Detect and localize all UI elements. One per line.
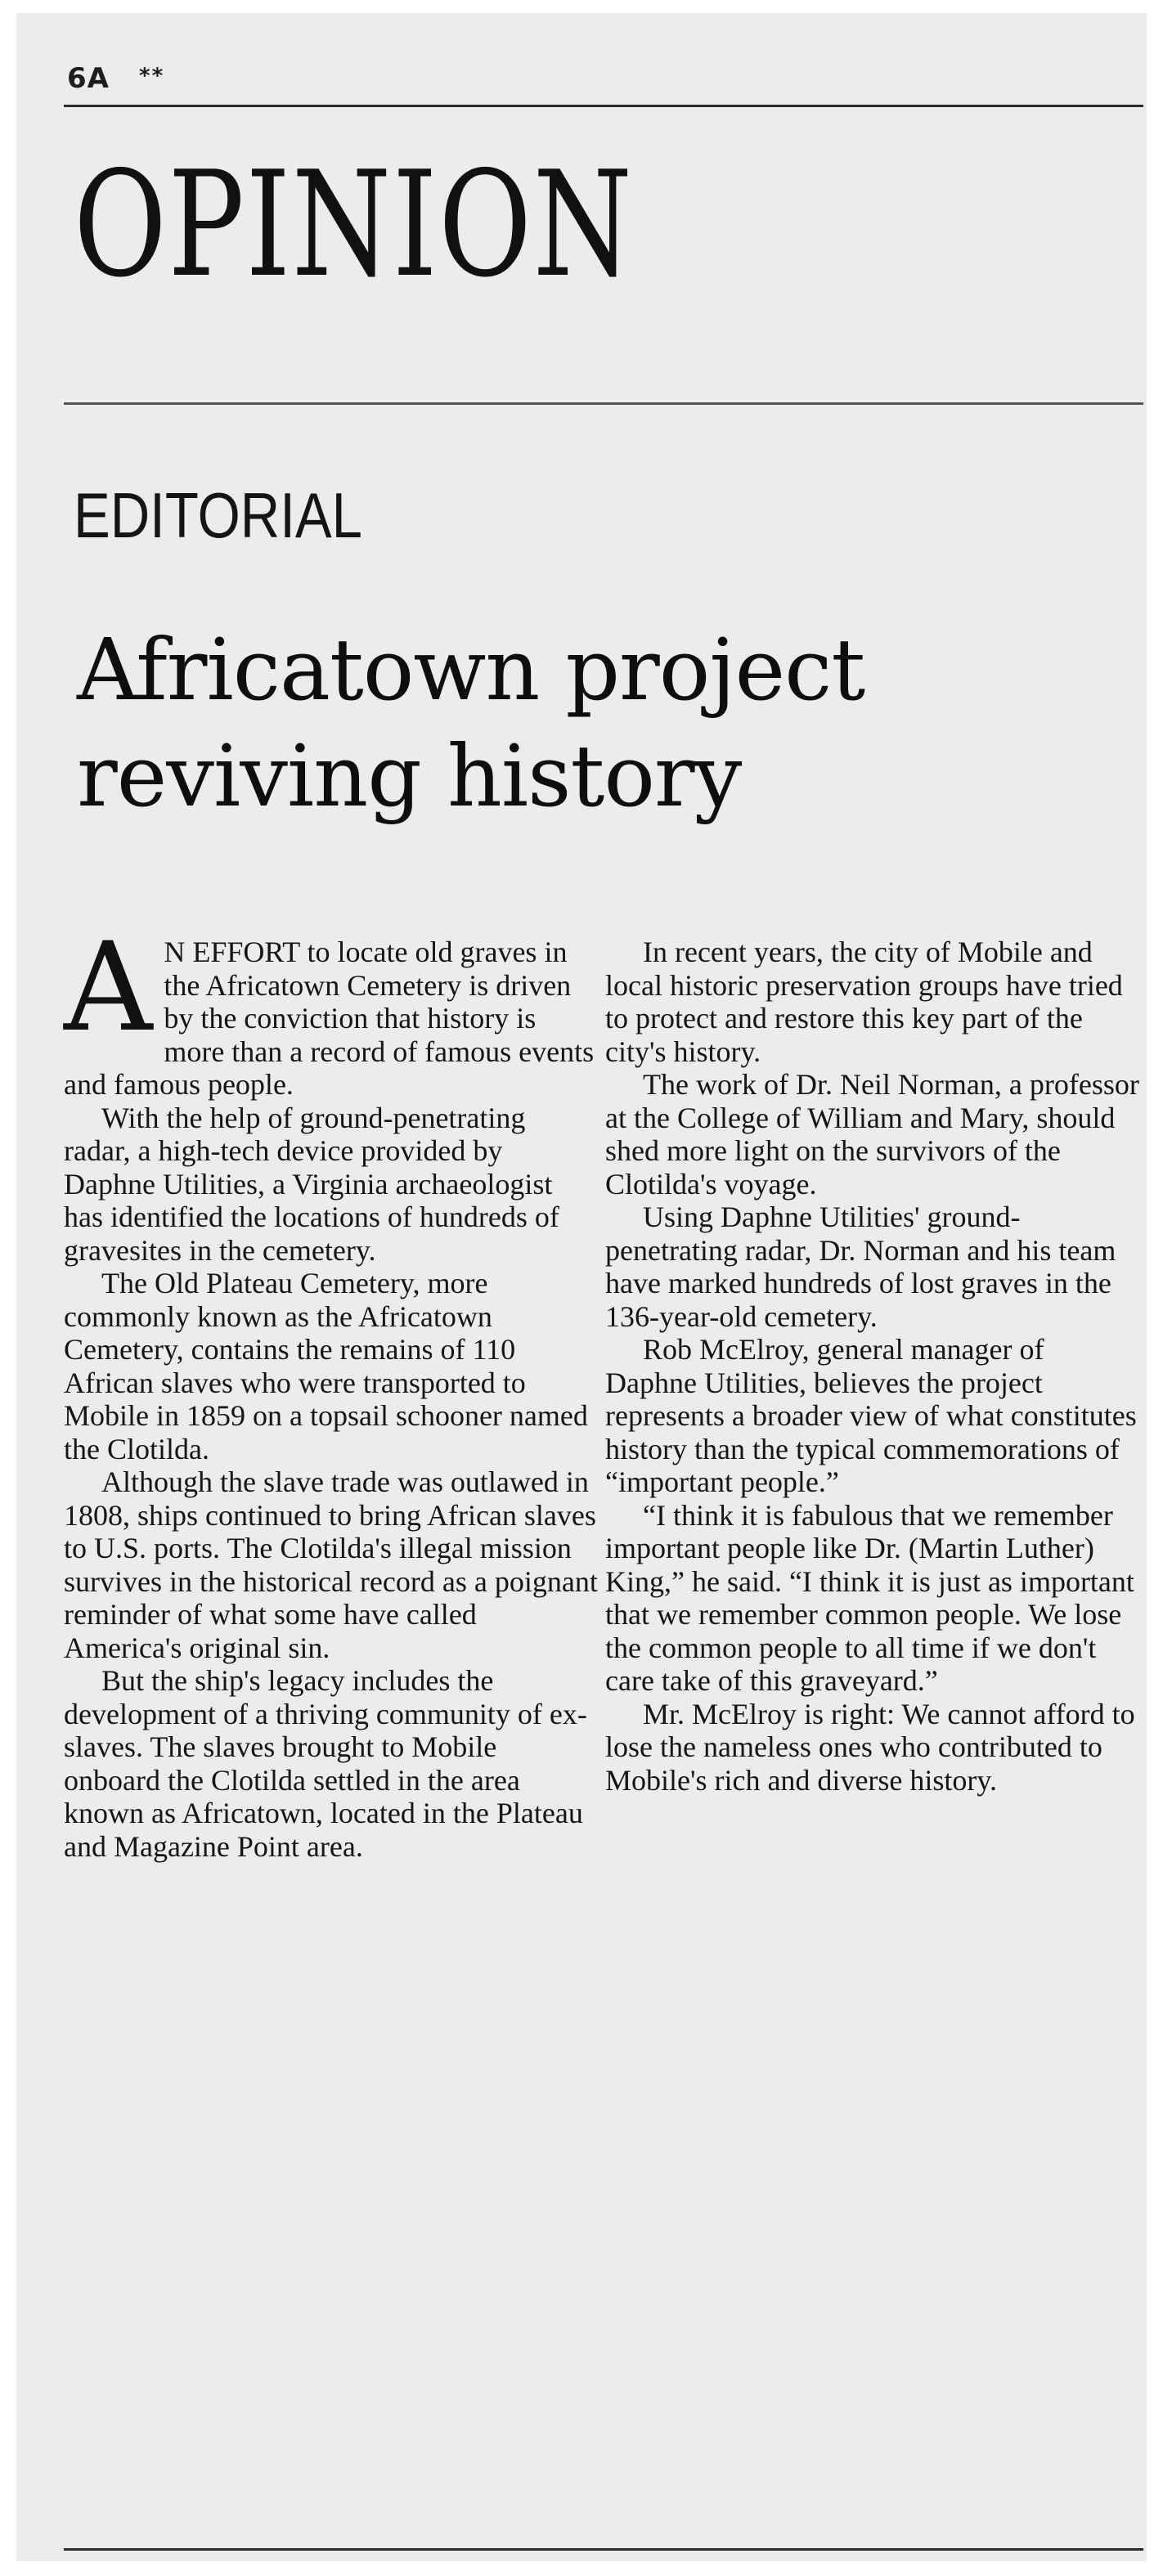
paragraph: In recent years, the city of Mobile and local historic preservation groups have tried to protect and restore this key part of the city's history. bbox=[605, 936, 1123, 1068]
kicker: EDITORIAL bbox=[74, 479, 362, 551]
article-column-left bbox=[64, 917, 599, 1863]
top-rule bbox=[64, 105, 1143, 107]
article-column-right bbox=[605, 936, 1140, 1797]
paragraph: The work of Dr. Neil Norman, a professor at the College of William and Mary, should shed more light on the survivors of the Clotilda's voyage. bbox=[605, 1068, 1139, 1200]
newspaper-page bbox=[16, 13, 1147, 2561]
paragraph: Although the slave trade was outlawed in 1808, ships continued to bring African slaves to U.S. ports. The Clotilda's illegal mission survives in the historical record as a poignant reminder of what some have called America's original sin. bbox=[64, 1465, 598, 1664]
paragraph: The Old Plateau Cemetery, more commonly known as the Africatown Cemetery, contains the remains of 110 African slaves who were transported to Mobile in 1859 on a topsail schooner named the Clotilda. bbox=[64, 1267, 588, 1465]
edition-stars: ** bbox=[139, 64, 165, 88]
paragraph: Using Daphne Utilities' ground-penetrating radar, Dr. Norman and his team have marked hundreds of lost graves in the 136-year-old cemetery. bbox=[605, 1200, 1116, 1333]
paragraph: Mr. McElroy is right: We cannot afford to lose the nameless ones who contributed to Mobile's rich and diverse history. bbox=[605, 1697, 1135, 1797]
paragraph: With the help of ground-penetrating radar, a high-tech device provided by Daphne Utilities, a Virginia archaeologist has identified the locations of hundreds of gravesites in the cemetery. bbox=[64, 1101, 559, 1267]
section-rule bbox=[64, 402, 1143, 405]
paragraph: Rob McElroy, general manager of Daphne Utilities, believes the project represents a broader view of what constitutes history than the typical commemorations of “important people.” bbox=[605, 1333, 1137, 1498]
headline: Africatown project reviving history bbox=[77, 620, 865, 826]
paragraph bbox=[64, 917, 599, 1102]
paragraph-text: N EFFORT to locate old graves in the Africatown Cemetery is driven by the conviction that history is more than a record of famous events and famous people. bbox=[64, 936, 595, 1101]
paragraph: “I think it is fabulous that we remember important people like Dr. (Martin Luther) King,” he said. “I think it is just as important that we remember common people. We lose the common people to all time if we don't care take of this graveyard.” bbox=[605, 1498, 1134, 1697]
bottom-rule bbox=[64, 2548, 1143, 2551]
paragraph: But the ship's legacy includes the development of a thriving community of ex-slaves. The slaves brought to Mobile onboard the Clotilda settled in the area known as Africatown, located in the Plateau and Magazine Point area. bbox=[64, 1664, 587, 1863]
page-number: 6A bbox=[67, 62, 110, 95]
section-title: OPINION bbox=[74, 140, 634, 309]
drop-cap: A bbox=[64, 917, 153, 1059]
